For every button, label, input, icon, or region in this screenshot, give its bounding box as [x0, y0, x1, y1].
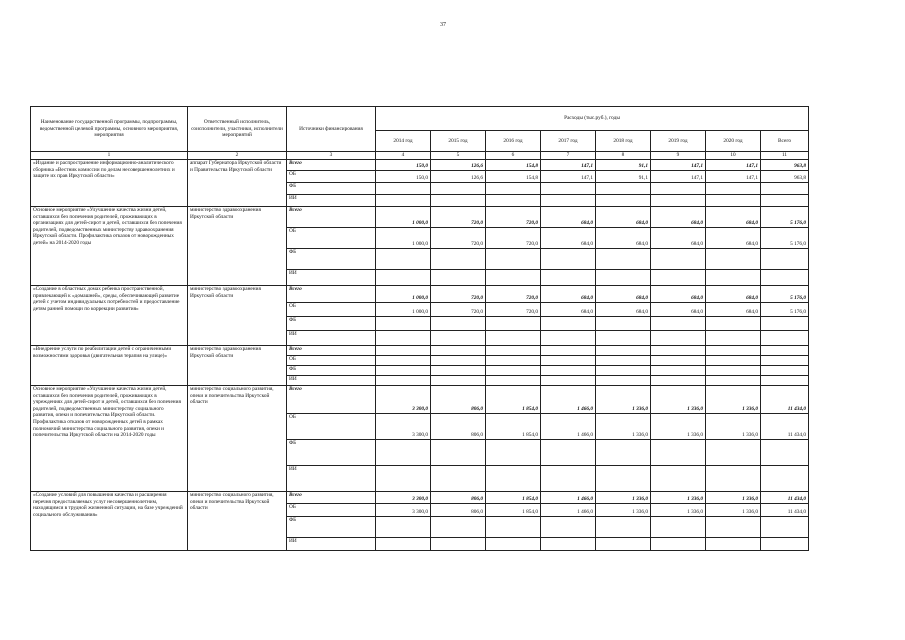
- program-name: Основное мероприятие «Улучшение качества жизни детей, оставшихся без попечения родителей, проживающих в учреждениях для детей-сирот и детей, оставшихся без попечения родителей, подведомственных министерству социального развития, опеки и попечительства Иркутской области. Профилактика отказов от новорожденных детей в рамках полномочий министерства социального развития, опеки и попечительства Иркутской области на 2014-2020 годы: [31, 386, 188, 492]
- executor: министерство здравоохранения Иркутской области: [188, 207, 287, 286]
- funding-source: ФБ: [287, 366, 376, 376]
- year-value: [541, 517, 596, 538]
- year-value: [651, 466, 706, 492]
- page-number: 37: [440, 22, 446, 28]
- year-value: 147,1: [651, 160, 706, 171]
- year-value: 1 336,0: [651, 504, 706, 517]
- total-value: 5 176,0: [761, 303, 809, 317]
- year-value: [541, 270, 596, 286]
- year-value: [376, 466, 431, 492]
- year-value: [541, 538, 596, 551]
- year-value: 1 854,0: [486, 386, 541, 414]
- total-value: 11 434,0: [761, 492, 809, 504]
- year-value: [706, 356, 761, 366]
- year-value: [651, 346, 706, 356]
- year-value: [376, 183, 431, 195]
- year-value: 806,0: [431, 414, 486, 440]
- year-value: 154,8: [486, 160, 541, 171]
- table-row: [31, 346, 809, 356]
- year-value: 150,0: [376, 160, 431, 171]
- executor: министерство социального развития, опеки и попечительства Иркутской области: [188, 386, 287, 492]
- year-value: 147,1: [706, 171, 761, 183]
- funding-source: ФБ: [287, 517, 376, 538]
- year-value: [541, 183, 596, 195]
- year-value: 720,0: [486, 207, 541, 228]
- program-name: Основное мероприятие «Улучшение качества жизни детей, оставшихся без попечения родителей, проживающих в организациях для детей-сирот и детей, оставшихся без попечения родителей, подведомственных министерству здравоохранения Иркутской области. Профилактика отказов от новорожденных детей» на 2014-2020 годы: [31, 207, 188, 286]
- year-value: 684,0: [706, 303, 761, 317]
- year-value: 1 336,0: [596, 414, 651, 440]
- column-index: 2: [188, 152, 287, 160]
- year-value: 1 336,0: [706, 414, 761, 440]
- column-index-row: [31, 152, 809, 160]
- executor: министерство здравоохранения Иркутской области: [188, 286, 287, 346]
- year-value: 720,0: [431, 303, 486, 317]
- year-value: [596, 517, 651, 538]
- table-row: [31, 386, 809, 414]
- total-value: [761, 356, 809, 366]
- year-value: [431, 356, 486, 366]
- year-value: [596, 366, 651, 376]
- year-value: [596, 317, 651, 331]
- header-year: 2015 год: [431, 131, 486, 152]
- header-year: 2020 год: [706, 131, 761, 152]
- year-value: 806,0: [431, 386, 486, 414]
- funding-source: ИИ: [287, 331, 376, 346]
- year-value: 1 336,0: [596, 504, 651, 517]
- year-value: [486, 331, 541, 346]
- year-value: [651, 317, 706, 331]
- funding-source: ИИ: [287, 376, 376, 386]
- funding-source: ОБ: [287, 504, 376, 517]
- header-total: Всего: [761, 131, 809, 152]
- year-value: [376, 538, 431, 551]
- year-value: [541, 195, 596, 207]
- year-value: [706, 249, 761, 270]
- year-value: [651, 195, 706, 207]
- year-value: [376, 331, 431, 346]
- column-index: 6: [486, 152, 541, 160]
- year-value: 1 466,0: [541, 492, 596, 504]
- total-value: [761, 317, 809, 331]
- year-value: [486, 356, 541, 366]
- year-value: [706, 331, 761, 346]
- year-value: 684,0: [596, 228, 651, 249]
- year-value: [706, 346, 761, 356]
- funding-source: ИИ: [287, 466, 376, 492]
- year-value: [431, 317, 486, 331]
- program-name: «Создание в областных домах ребенка пространственной, привлекающей к «домашней», среды, обеспечивающей развитие детей с учетом индивидуальных потребностей и предоставление детям ранней помощи по коррекции развития»: [31, 286, 188, 346]
- year-value: 147,1: [706, 160, 761, 171]
- year-value: [431, 376, 486, 386]
- funding-source: ФБ: [287, 440, 376, 466]
- year-value: [596, 183, 651, 195]
- year-value: [431, 440, 486, 466]
- header-row: [31, 107, 809, 131]
- year-value: [651, 376, 706, 386]
- year-value: [486, 183, 541, 195]
- year-value: [541, 249, 596, 270]
- year-value: 720,0: [486, 286, 541, 303]
- year-value: [486, 466, 541, 492]
- year-value: 720,0: [431, 207, 486, 228]
- year-value: [431, 331, 486, 346]
- executor: министерство социального развития, опеки и попечительства Иркутской области: [188, 492, 287, 551]
- program-name: «Создание условий для повышения качества и расширения перечня предоставляемых услуг несовершеннолетним, находящимся в трудной жизненной ситуации, на базе учреждений социального обслуживания»: [31, 492, 188, 551]
- total-value: 5 176,0: [761, 228, 809, 249]
- year-value: [651, 331, 706, 346]
- column-index: 7: [541, 152, 596, 160]
- year-value: 1 466,0: [541, 386, 596, 414]
- header-name: Наименование государственной программы, подпрограммы, ведомственной целевой программы, основного мероприятия, мероприятия: [31, 107, 188, 152]
- year-value: [431, 270, 486, 286]
- year-value: [431, 366, 486, 376]
- total-value: [761, 517, 809, 538]
- funding-source: ФБ: [287, 183, 376, 195]
- year-value: 91,1: [596, 171, 651, 183]
- year-value: 1 000,0: [376, 303, 431, 317]
- header-year: 2016 год: [486, 131, 541, 152]
- executor: аппарат Губернатора Иркутской области и Правительства Иркутской области: [188, 160, 287, 207]
- total-value: [761, 366, 809, 376]
- year-value: [596, 331, 651, 346]
- year-value: [376, 440, 431, 466]
- total-value: [761, 466, 809, 492]
- year-value: [376, 346, 431, 356]
- total-value: 11 434,0: [761, 386, 809, 414]
- year-value: 1 000,0: [376, 286, 431, 303]
- year-value: 1 854,0: [486, 492, 541, 504]
- total-value: [761, 538, 809, 551]
- year-value: 154,8: [486, 171, 541, 183]
- year-value: 3 300,0: [376, 492, 431, 504]
- year-value: 684,0: [596, 303, 651, 317]
- year-value: [706, 270, 761, 286]
- year-value: 1 336,0: [706, 386, 761, 414]
- year-value: [486, 517, 541, 538]
- funding-source: Всего: [287, 286, 376, 303]
- funding-source: ОБ: [287, 356, 376, 366]
- total-value: 5 176,0: [761, 286, 809, 303]
- table-row: [31, 160, 809, 171]
- year-value: [376, 517, 431, 538]
- year-value: [596, 356, 651, 366]
- year-value: 684,0: [541, 228, 596, 249]
- year-value: [596, 270, 651, 286]
- header-executor: Ответственный исполнитель, соисполнители, участники, исполнители мероприятий: [188, 107, 287, 152]
- year-value: 806,0: [431, 504, 486, 517]
- program-name: «Издание и распространение информационно-аналитического сборника «Вестник комиссии по делам несовершеннолетних и защите их прав Иркутской области»: [31, 160, 188, 207]
- funding-source: ОБ: [287, 414, 376, 440]
- year-value: [486, 249, 541, 270]
- year-value: [431, 538, 486, 551]
- year-value: [486, 346, 541, 356]
- year-value: [596, 376, 651, 386]
- header-year: 2019 год: [651, 131, 706, 152]
- total-value: 11 434,0: [761, 504, 809, 517]
- year-value: 3 300,0: [376, 414, 431, 440]
- total-value: [761, 249, 809, 270]
- year-value: [431, 466, 486, 492]
- year-value: [486, 317, 541, 331]
- year-value: 684,0: [706, 228, 761, 249]
- year-value: [431, 517, 486, 538]
- column-index: 3: [287, 152, 376, 160]
- year-value: [486, 195, 541, 207]
- year-value: 126,6: [431, 160, 486, 171]
- year-value: [376, 195, 431, 207]
- year-value: [376, 270, 431, 286]
- year-value: [486, 376, 541, 386]
- year-value: [596, 346, 651, 356]
- year-value: [431, 183, 486, 195]
- year-value: 684,0: [651, 286, 706, 303]
- year-value: [596, 466, 651, 492]
- year-value: [706, 376, 761, 386]
- year-value: 684,0: [706, 286, 761, 303]
- year-value: [541, 346, 596, 356]
- funding-source: Всего: [287, 346, 376, 356]
- year-value: [541, 331, 596, 346]
- year-value: 1 854,0: [486, 504, 541, 517]
- table-row: [31, 492, 809, 504]
- funding-source: Всего: [287, 492, 376, 504]
- year-value: [541, 466, 596, 492]
- year-value: [706, 366, 761, 376]
- column-index: 10: [706, 152, 761, 160]
- year-value: 126,6: [431, 171, 486, 183]
- year-value: 147,1: [541, 171, 596, 183]
- year-value: [541, 376, 596, 386]
- total-value: 963,8: [761, 171, 809, 183]
- year-value: 3 300,0: [376, 386, 431, 414]
- year-value: 1 466,0: [541, 414, 596, 440]
- year-value: [376, 376, 431, 386]
- year-value: [486, 440, 541, 466]
- year-value: [541, 356, 596, 366]
- year-value: [376, 249, 431, 270]
- year-value: [651, 183, 706, 195]
- funding-source: ИИ: [287, 538, 376, 551]
- year-value: [431, 195, 486, 207]
- total-value: [761, 331, 809, 346]
- year-value: 1 336,0: [706, 504, 761, 517]
- funding-source: ФБ: [287, 249, 376, 270]
- year-value: [431, 249, 486, 270]
- header-source: Источники финансирования: [287, 107, 376, 152]
- year-value: [706, 538, 761, 551]
- year-value: 684,0: [541, 286, 596, 303]
- total-value: [761, 346, 809, 356]
- year-value: [431, 346, 486, 356]
- year-value: 684,0: [706, 207, 761, 228]
- year-value: [596, 440, 651, 466]
- year-value: [596, 195, 651, 207]
- year-value: 720,0: [486, 228, 541, 249]
- year-value: 1 336,0: [651, 492, 706, 504]
- year-value: [706, 183, 761, 195]
- total-value: [761, 183, 809, 195]
- budget-table: [30, 106, 809, 551]
- funding-source: ОБ: [287, 303, 376, 317]
- column-index: 4: [376, 152, 431, 160]
- year-value: [706, 440, 761, 466]
- year-value: 1 000,0: [376, 207, 431, 228]
- funding-source: ОБ: [287, 171, 376, 183]
- program-name: «Внедрение услуги по реабилитации детей с ограниченными возможностями здоровья (двигательная терапия на улице)»: [31, 346, 188, 386]
- table-row: [31, 286, 809, 303]
- year-value: [541, 317, 596, 331]
- year-value: 1 336,0: [596, 492, 651, 504]
- year-value: [486, 538, 541, 551]
- year-value: 3 300,0: [376, 504, 431, 517]
- year-value: [376, 366, 431, 376]
- year-value: 806,0: [431, 492, 486, 504]
- year-value: [596, 538, 651, 551]
- year-value: 720,0: [486, 303, 541, 317]
- header-year: 2017 год: [541, 131, 596, 152]
- funding-source: Всего: [287, 160, 376, 171]
- funding-source: ИИ: [287, 195, 376, 207]
- year-value: [706, 517, 761, 538]
- table-row: [31, 207, 809, 228]
- year-value: 684,0: [651, 207, 706, 228]
- year-value: 147,1: [541, 160, 596, 171]
- header-year: 2014 год: [376, 131, 431, 152]
- funding-source: ИИ: [287, 270, 376, 286]
- funding-source: Всего: [287, 386, 376, 414]
- total-value: 11 434,0: [761, 414, 809, 440]
- column-index: 8: [596, 152, 651, 160]
- year-value: [541, 366, 596, 376]
- year-value: [486, 366, 541, 376]
- table-body: [31, 160, 809, 551]
- total-value: [761, 195, 809, 207]
- year-value: [541, 440, 596, 466]
- year-value: 150,0: [376, 171, 431, 183]
- year-value: [651, 517, 706, 538]
- total-value: [761, 376, 809, 386]
- year-value: [706, 195, 761, 207]
- total-value: [761, 440, 809, 466]
- header-expenses: Расходы (тыс.руб.), годы: [376, 107, 809, 131]
- funding-source: ФБ: [287, 317, 376, 331]
- total-value: [761, 270, 809, 286]
- total-value: 5 176,0: [761, 207, 809, 228]
- year-value: 1 336,0: [651, 386, 706, 414]
- year-value: [706, 466, 761, 492]
- year-value: 147,1: [651, 171, 706, 183]
- year-value: [376, 317, 431, 331]
- year-value: [651, 270, 706, 286]
- year-value: [651, 249, 706, 270]
- header-year: 2018 год: [596, 131, 651, 152]
- year-value: 1 854,0: [486, 414, 541, 440]
- year-value: 684,0: [541, 303, 596, 317]
- year-value: [376, 356, 431, 366]
- year-value: 684,0: [596, 286, 651, 303]
- column-index: 1: [31, 152, 188, 160]
- year-value: [651, 356, 706, 366]
- column-index: 11: [761, 152, 809, 160]
- executor: министерство здравоохранения Иркутской области: [188, 346, 287, 386]
- year-value: 684,0: [541, 207, 596, 228]
- year-value: 1 336,0: [596, 386, 651, 414]
- year-value: 1 336,0: [651, 414, 706, 440]
- funding-source: ОБ: [287, 228, 376, 249]
- year-value: 684,0: [596, 207, 651, 228]
- column-index: 5: [431, 152, 486, 160]
- year-value: 720,0: [431, 228, 486, 249]
- year-value: 1 466,0: [541, 504, 596, 517]
- year-value: 684,0: [651, 303, 706, 317]
- year-value: 1 000,0: [376, 228, 431, 249]
- year-value: 720,0: [431, 286, 486, 303]
- year-value: [706, 317, 761, 331]
- year-value: [596, 249, 651, 270]
- year-value: [651, 440, 706, 466]
- funding-source: Всего: [287, 207, 376, 228]
- year-value: 1 336,0: [706, 492, 761, 504]
- total-value: 963,8: [761, 160, 809, 171]
- year-value: 684,0: [651, 228, 706, 249]
- year-value: [651, 538, 706, 551]
- column-index: 9: [651, 152, 706, 160]
- year-value: [486, 270, 541, 286]
- year-value: 91,1: [596, 160, 651, 171]
- year-value: [651, 366, 706, 376]
